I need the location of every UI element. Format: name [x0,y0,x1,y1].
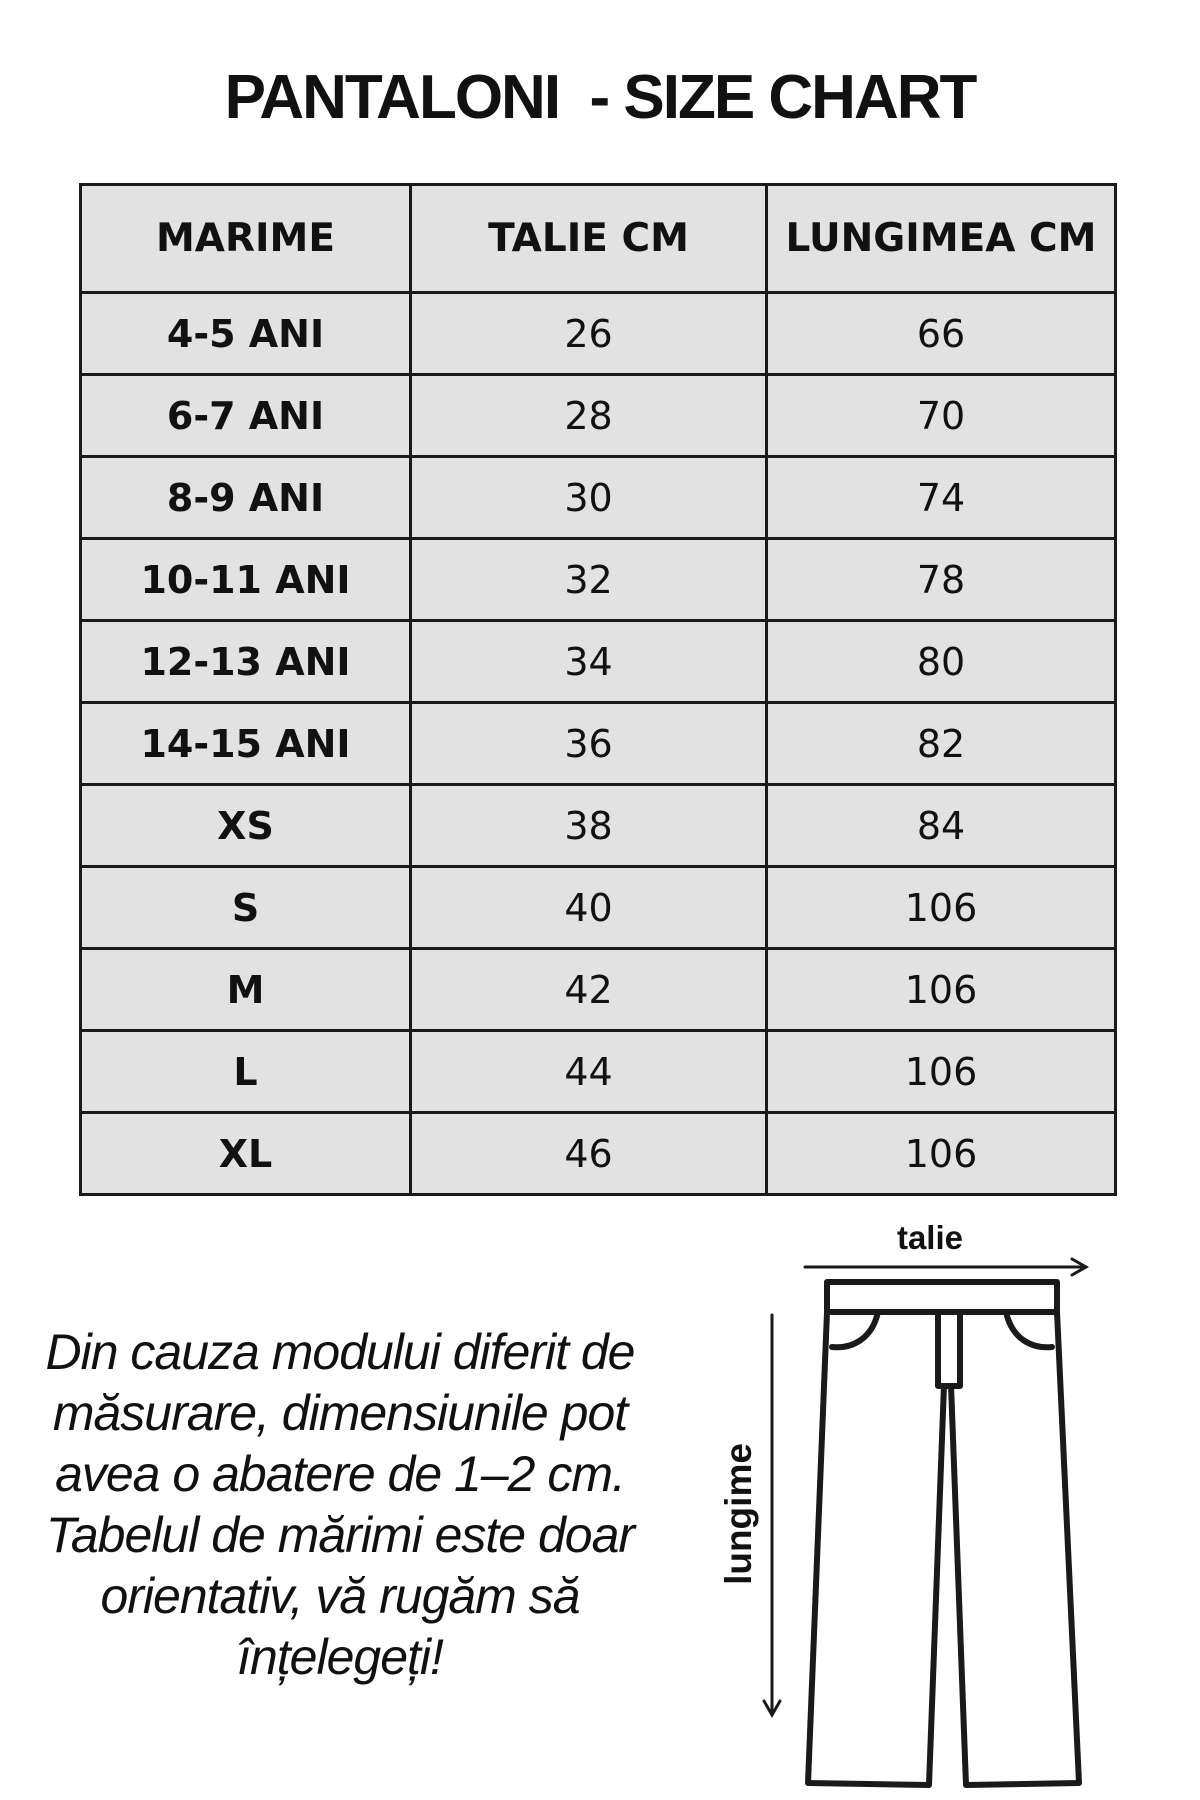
measurement-note: Din cauza modului diferit de măsurare, dimensiunile pot avea o abatere de 1–2 cm. Tabelul de mărimi este doar orientativ, vă rugăm să înțelegeți! [45,1324,635,1685]
table-row [81,949,1116,1031]
waist-cell: 40 [411,867,767,949]
waist-cell: 30 [411,457,767,539]
length-cell: 66 [767,293,1116,375]
length-label: lungime [718,1443,759,1585]
table-row [81,785,1116,867]
size-chart-table [79,183,1117,1196]
waist-label: talie [896,1219,964,1256]
size-cell: M [81,949,411,1031]
size-cell: 12-13 ANI [81,621,411,703]
size-cell: XL [81,1113,411,1195]
length-cell: 74 [767,457,1116,539]
pants-outline [808,1282,1079,1785]
waist-arrow [805,1259,1086,1275]
length-cell: 80 [767,621,1116,703]
table-row [81,867,1116,949]
page-title: PANTALONI - SIZE CHART [224,63,976,132]
length-cell: 106 [767,1113,1116,1195]
length-cell: 106 [767,949,1116,1031]
length-cell: 78 [767,539,1116,621]
column-header-length: LUNGIMEA CM [767,185,1116,293]
table-header-row [81,185,1116,293]
length-cell: 84 [767,785,1116,867]
size-cell: 10-11 ANI [81,539,411,621]
column-header-size: MARIME [81,185,411,293]
size-cell: 14-15 ANI [81,703,411,785]
size-cell: L [81,1031,411,1113]
size-cell: 4-5 ANI [81,293,411,375]
table-row [81,375,1116,457]
table-row [81,539,1116,621]
waist-cell: 28 [411,375,767,457]
table-row [81,1113,1116,1195]
waist-cell: 46 [411,1113,767,1195]
length-arrow [764,1315,780,1715]
waist-cell: 38 [411,785,767,867]
waist-cell: 44 [411,1031,767,1113]
measurement-diagram [690,1215,1110,1795]
length-cell: 106 [767,1031,1116,1113]
waist-cell: 26 [411,293,767,375]
table-row [81,457,1116,539]
table-row [81,1031,1116,1113]
table-row [81,293,1116,375]
size-cell: S [81,867,411,949]
column-header-waist: TALIE CM [411,185,767,293]
waist-cell: 36 [411,703,767,785]
size-cell: 6-7 ANI [81,375,411,457]
length-cell: 82 [767,703,1116,785]
size-cell: XS [81,785,411,867]
waist-cell: 42 [411,949,767,1031]
size-cell: 8-9 ANI [81,457,411,539]
waist-cell: 32 [411,539,767,621]
waist-cell: 34 [411,621,767,703]
table-row [81,621,1116,703]
length-cell: 106 [767,867,1116,949]
table-row [81,703,1116,785]
length-cell: 70 [767,375,1116,457]
